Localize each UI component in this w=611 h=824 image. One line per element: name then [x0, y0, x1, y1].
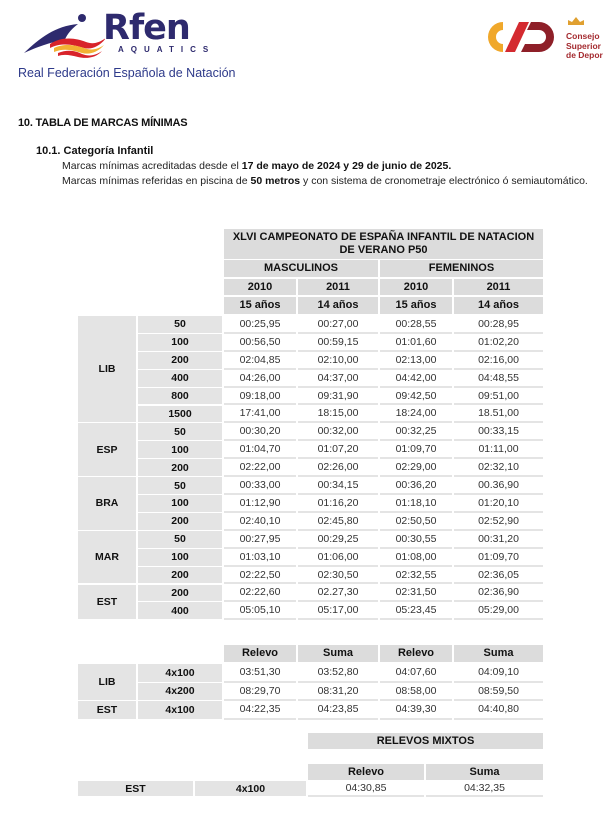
relay-column-header: Relevo — [224, 645, 296, 662]
csd-logo — [475, 12, 611, 62]
time-cell: 02:36,90 — [454, 585, 543, 603]
subsection-title: 10.1. Categoría Infantil — [36, 145, 154, 157]
time-cell: 00:28,95 — [454, 316, 543, 334]
stroke-label: ESP — [78, 423, 136, 476]
year-header: 2011 — [298, 279, 378, 295]
time-cell: 01:09,70 — [454, 549, 543, 567]
csd-mark-icon — [475, 12, 565, 62]
time-cell: 02:32,55 — [380, 567, 452, 585]
mixed-relays-title: RELEVOS MIXTOS — [308, 733, 543, 749]
distance-label: 100 — [138, 441, 222, 458]
year-header: 2010 — [380, 279, 452, 295]
validity-dates-text — [62, 160, 451, 172]
relay-time-cell: 04:09,10 — [454, 664, 543, 683]
time-cell: 02:16,00 — [454, 352, 543, 370]
time-cell: 05:23,45 — [380, 602, 452, 620]
distance-label: 200 — [138, 459, 222, 476]
distance-label: 100 — [138, 495, 222, 512]
relay-time-cell: 08:59,50 — [454, 683, 543, 702]
time-cell: 02:22,00 — [224, 459, 296, 477]
relay-column-header: Relevo — [380, 645, 452, 662]
time-cell: 01:08,00 — [380, 549, 452, 567]
time-cell: 05:05,10 — [224, 602, 296, 620]
distance-label: 50 — [138, 531, 222, 548]
time-cell: 18:15,00 — [298, 406, 378, 424]
time-cell: 00:28,55 — [380, 316, 452, 334]
distance-label: 50 — [138, 423, 222, 440]
mixed-relevo-header: Relevo — [308, 764, 424, 780]
relay-time-cell: 08:29,70 — [224, 683, 296, 702]
time-cell: 02:52,90 — [454, 513, 543, 531]
age-header: 15 años — [224, 297, 296, 314]
stroke-label: BRA — [78, 477, 136, 530]
time-cell: 02:32,10 — [454, 459, 543, 477]
age-header: 14 años — [454, 297, 543, 314]
relay-time-cell: 03:51,30 — [224, 664, 296, 683]
time-cell: 02.27,30 — [298, 585, 378, 603]
pool-suffix: y con sistema de cronometraje electrónico ó semiautomático. — [300, 175, 588, 187]
time-cell: 00:30,55 — [380, 531, 452, 549]
time-cell: 01:07,20 — [298, 441, 378, 459]
time-cell: 00:27,95 — [224, 531, 296, 549]
relay-distance-label: 4x200 — [138, 683, 222, 701]
mixed-stroke-label: EST — [78, 781, 193, 796]
rfen-wordmark: Rfen — [103, 8, 190, 48]
time-cell: 04:37,00 — [298, 370, 378, 388]
time-cell: 01:09,70 — [380, 441, 452, 459]
time-cell: 00:27,00 — [298, 316, 378, 334]
time-cell: 09:51,00 — [454, 388, 543, 406]
time-cell: 04:48,55 — [454, 370, 543, 388]
distance-label: 200 — [138, 567, 222, 584]
time-cell: 00:33,15 — [454, 423, 543, 441]
rfen-aquatics-label: AQUATICS — [118, 45, 216, 54]
pool-prefix: Marcas mínimas referidas en piscina de — [62, 175, 251, 187]
time-cell: 02:26,00 — [298, 459, 378, 477]
time-cell: 00:56,50 — [224, 334, 296, 352]
relay-time-cell: 03:52,80 — [298, 664, 378, 683]
time-cell: 00:32,25 — [380, 423, 452, 441]
time-cell: 02:50,50 — [380, 513, 452, 531]
time-cell: 00:25,95 — [224, 316, 296, 334]
relay-time-cell: 04:39,30 — [380, 701, 452, 720]
relay-time-cell: 04:22,35 — [224, 701, 296, 720]
time-cell: 09:31,90 — [298, 388, 378, 406]
relay-time-cell: 04:40,80 — [454, 701, 543, 720]
time-cell: 02:22,50 — [224, 567, 296, 585]
relay-column-header: Suma — [454, 645, 543, 662]
year-header: 2010 — [224, 279, 296, 295]
relay-time-cell: 04:07,60 — [380, 664, 452, 683]
time-cell: 01:20,10 — [454, 495, 543, 513]
section-title: 10. TABLA DE MARCAS MÍNIMAS — [18, 117, 188, 129]
time-cell: 00.36,90 — [454, 477, 543, 495]
time-cell: 05:17,00 — [298, 602, 378, 620]
time-cell: 04:26,00 — [224, 370, 296, 388]
time-cell: 01:04,70 — [224, 441, 296, 459]
time-cell: 02:13,00 — [380, 352, 452, 370]
time-cell: 01:12,90 — [224, 495, 296, 513]
crown-icon — [566, 15, 586, 27]
relay-column-header: Suma — [298, 645, 378, 662]
time-cell: 02:30,50 — [298, 567, 378, 585]
relay-time-cell: 04:23,85 — [298, 701, 378, 720]
stroke-label: MAR — [78, 531, 136, 584]
distance-label: 400 — [138, 370, 222, 387]
relay-stroke-label: EST — [78, 701, 136, 719]
relay-time-cell: 08:58,00 — [380, 683, 452, 702]
time-cell: 00:31,20 — [454, 531, 543, 549]
distance-label: 800 — [138, 388, 222, 405]
time-cell: 02:40,10 — [224, 513, 296, 531]
header-femeninos: FEMENINOS — [380, 260, 543, 277]
rfen-logo — [20, 8, 216, 58]
time-cell: 09:42,50 — [380, 388, 452, 406]
time-cell: 09:18,00 — [224, 388, 296, 406]
time-cell: 18.51,00 — [454, 406, 543, 424]
distance-label: 200 — [138, 513, 222, 530]
mixed-suma-header: Suma — [426, 764, 543, 780]
distance-label: 200 — [138, 352, 222, 369]
time-cell: 04:42,00 — [380, 370, 452, 388]
year-header: 2011 — [454, 279, 543, 295]
time-cell: 02:10,00 — [298, 352, 378, 370]
distance-label: 400 — [138, 602, 222, 619]
distance-label: 200 — [138, 585, 222, 602]
time-cell: 00:29,25 — [298, 531, 378, 549]
age-header: 14 años — [298, 297, 378, 314]
mixed-distance-label: 4x100 — [195, 781, 306, 796]
pool-length: 50 metros — [250, 175, 301, 187]
time-cell: 01:16,20 — [298, 495, 378, 513]
time-cell: 00:59,15 — [298, 334, 378, 352]
federation-name: Real Federación Española de Natación — [18, 66, 236, 80]
time-cell: 00:32,00 — [298, 423, 378, 441]
time-cell: 00:30,20 — [224, 423, 296, 441]
csd-name: Consejo Superior de Depor — [566, 31, 603, 60]
time-cell: 01:02,20 — [454, 334, 543, 352]
relay-time-cell: 08:31,20 — [298, 683, 378, 702]
time-cell: 00:33,00 — [224, 477, 296, 495]
time-cell: 02:45,80 — [298, 513, 378, 531]
time-cell: 02:04,85 — [224, 352, 296, 370]
distance-label: 50 — [138, 477, 222, 494]
championship-title: XLVI CAMPEONATO DE ESPAÑA INFANTIL DE NATACION DE VERANO P50 — [224, 229, 543, 259]
time-cell: 01:03,10 — [224, 549, 296, 567]
distance-label: 1500 — [138, 406, 222, 423]
pool-conditions-text — [62, 175, 588, 187]
relay-stroke-label: LIB — [78, 664, 136, 700]
time-cell: 01:01,60 — [380, 334, 452, 352]
time-cell: 17:41,00 — [224, 406, 296, 424]
time-cell: 01:18,10 — [380, 495, 452, 513]
swimmer-flag-icon — [20, 8, 105, 58]
distance-label: 100 — [138, 549, 222, 566]
time-cell: 02:31,50 — [380, 585, 452, 603]
time-cell: 02:22,60 — [224, 585, 296, 603]
time-cell: 01:06,00 — [298, 549, 378, 567]
validity-prefix: Marcas mínimas acreditadas desde el — [62, 160, 242, 172]
distance-label: 100 — [138, 334, 222, 351]
relay-distance-label: 4x100 — [138, 664, 222, 682]
time-cell: 18:24,00 — [380, 406, 452, 424]
time-cell: 00:34,15 — [298, 477, 378, 495]
mixed-relevo-time: 04:30,85 — [308, 781, 424, 797]
time-cell: 05:29,00 — [454, 602, 543, 620]
distance-label: 50 — [138, 316, 222, 333]
time-cell: 02:36,05 — [454, 567, 543, 585]
stroke-label: LIB — [78, 316, 136, 422]
time-cell: 01:11,00 — [454, 441, 543, 459]
time-cell: 02:29,00 — [380, 459, 452, 477]
stroke-label: EST — [78, 585, 136, 620]
relay-distance-label: 4x100 — [138, 701, 222, 719]
validity-dates: 17 de mayo de 2024 y 29 de junio de 2025. — [241, 160, 452, 172]
time-cell: 00:36,20 — [380, 477, 452, 495]
header-masculinos: MASCULINOS — [224, 260, 378, 277]
age-header: 15 años — [380, 297, 452, 314]
mixed-suma-time: 04:32,35 — [426, 781, 543, 797]
